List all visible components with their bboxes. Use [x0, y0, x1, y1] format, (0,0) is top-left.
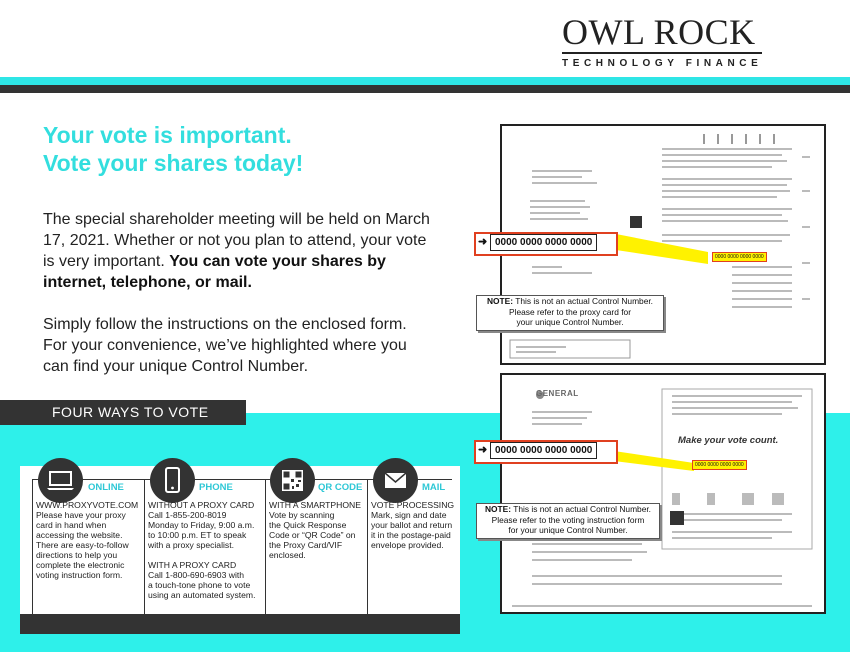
method-line: it in the postage-paid [371, 530, 451, 540]
headline-line-1: Your vote is important. [43, 122, 292, 148]
method-line: the Proxy Card/VIF [269, 540, 343, 550]
method-line: Call 1-855-200-8019 [148, 510, 227, 520]
note-text: This is not an actual Control Number. [513, 296, 654, 306]
methods-divider [32, 479, 33, 614]
header-band-dark [0, 85, 850, 93]
mail-circle [373, 458, 418, 503]
meeting-bold-text: You can vote your shares by internet, telephone, or mail. [43, 253, 386, 291]
method-line: the Quick Response [269, 520, 347, 530]
control-number-text: 0000 0000 0000 0000 [490, 442, 597, 459]
voting-form-sample [500, 373, 826, 614]
phone-circle [150, 458, 195, 503]
meeting-paragraph [43, 209, 433, 293]
method-line: complete the electronic [36, 560, 125, 570]
laptop-icon [38, 458, 83, 503]
method-line: Vote by scanning [269, 510, 335, 520]
method-line: directions to help you [36, 550, 118, 560]
note-line [477, 504, 659, 515]
methods-divider [367, 479, 368, 614]
four-ways-title: FOUR WAYS TO VOTE [52, 404, 209, 420]
logo-wordmark: OWL ROCK [562, 12, 756, 52]
method-text-phone [148, 500, 264, 600]
method-line: Mark, sign and date [371, 510, 447, 520]
online-circle [38, 458, 83, 503]
form-heading: Make your vote count. [678, 435, 779, 446]
note-label: NOTE: [484, 504, 512, 514]
note-line: Please refer to the voting instruction form [491, 514, 645, 525]
method-line: WITH A PROXY CARD [148, 560, 237, 570]
arrow-right-icon: ➜ [478, 236, 488, 248]
method-line: with a proxy specialist. [148, 540, 234, 550]
qr-circle [270, 458, 315, 503]
method-label-online: ONLINE [88, 482, 124, 493]
methods-divider [265, 479, 266, 614]
envelope-icon [373, 458, 418, 503]
method-line: Call 1-800-690-6903 with [148, 570, 245, 580]
control-number-text: 0000 0000 0000 0000 [490, 234, 597, 251]
meeting-text: The special shareholder meeting will be held on March 17, 2021. Whether or not you plan to attend, your vote is very important. [43, 211, 430, 270]
method-line: WITHOUT A PROXY CARD [148, 500, 255, 510]
headline [43, 121, 463, 177]
method-text-mail [371, 500, 459, 550]
note-line: Please refer to the proxy card for [509, 306, 631, 317]
logo-tagline: TECHNOLOGY FINANCE [562, 58, 763, 69]
instructions-paragraph: Simply follow the instructions on the enclosed form. For your convenience, we’ve highlighted where you can find your unique Control Number. [43, 316, 407, 375]
voting-methods-footer [20, 614, 460, 634]
method-line: WITH A SMARTPHONE [269, 500, 361, 510]
methods-divider [144, 479, 145, 614]
method-line: VOTE PROCESSING [371, 500, 455, 510]
logo-rule [562, 52, 762, 54]
control-number-callout-1 [474, 232, 618, 256]
headline-line-2: Vote your shares today! [43, 150, 304, 176]
method-text-online [36, 500, 142, 580]
method-text-qr [269, 500, 365, 560]
method-line: envelope provided. [371, 540, 444, 550]
method-label-phone: PHONE [199, 482, 233, 493]
voting-form-placeholder [502, 375, 824, 612]
method-line: using an automated system. [148, 590, 256, 600]
method-line: accessing the website. [36, 530, 123, 540]
method-line: enclosed. [269, 550, 306, 560]
note-box-2 [476, 503, 660, 539]
control-number-tiny-1: 0000 0000 0000 0000 [712, 252, 767, 262]
method-line: Please have your proxy [36, 510, 126, 520]
header-band-cyan [0, 77, 850, 85]
note-line: your unique Control Number. [516, 317, 624, 327]
method-line: a touch-tone phone to vote [148, 580, 251, 590]
method-line: WWW.PROXYVOTE.COM [36, 500, 139, 510]
method-spacer [148, 550, 264, 560]
qr-code-icon [270, 458, 315, 503]
method-line: Code or “QR Code” on [269, 530, 356, 540]
form-brand: GENERAL [536, 389, 579, 398]
method-line: voting instruction form. [36, 570, 123, 580]
note-label: NOTE: [486, 296, 514, 306]
method-line: to 10:00 p.m. ET to speak [148, 530, 247, 540]
method-line: your ballot and return [371, 520, 453, 530]
note-box-1 [476, 295, 664, 331]
note-line: for your unique Control Number. [508, 525, 628, 535]
arrow-right-icon: ➜ [478, 444, 488, 456]
control-number-tiny-2: 0000 0000 0000 0000 [692, 460, 747, 470]
method-label-qr: QR CODE [318, 482, 363, 493]
method-line: Monday to Friday, 9:00 a.m. [148, 520, 255, 530]
note-text: This is not an actual Control Number. [511, 504, 652, 514]
note-line [477, 296, 663, 307]
method-line: card in hand when [36, 520, 107, 530]
phone-icon [150, 458, 195, 503]
method-line: There are easy-to-follow [36, 540, 129, 550]
method-label-mail: MAIL [422, 482, 446, 493]
control-number-callout-2 [474, 440, 618, 464]
